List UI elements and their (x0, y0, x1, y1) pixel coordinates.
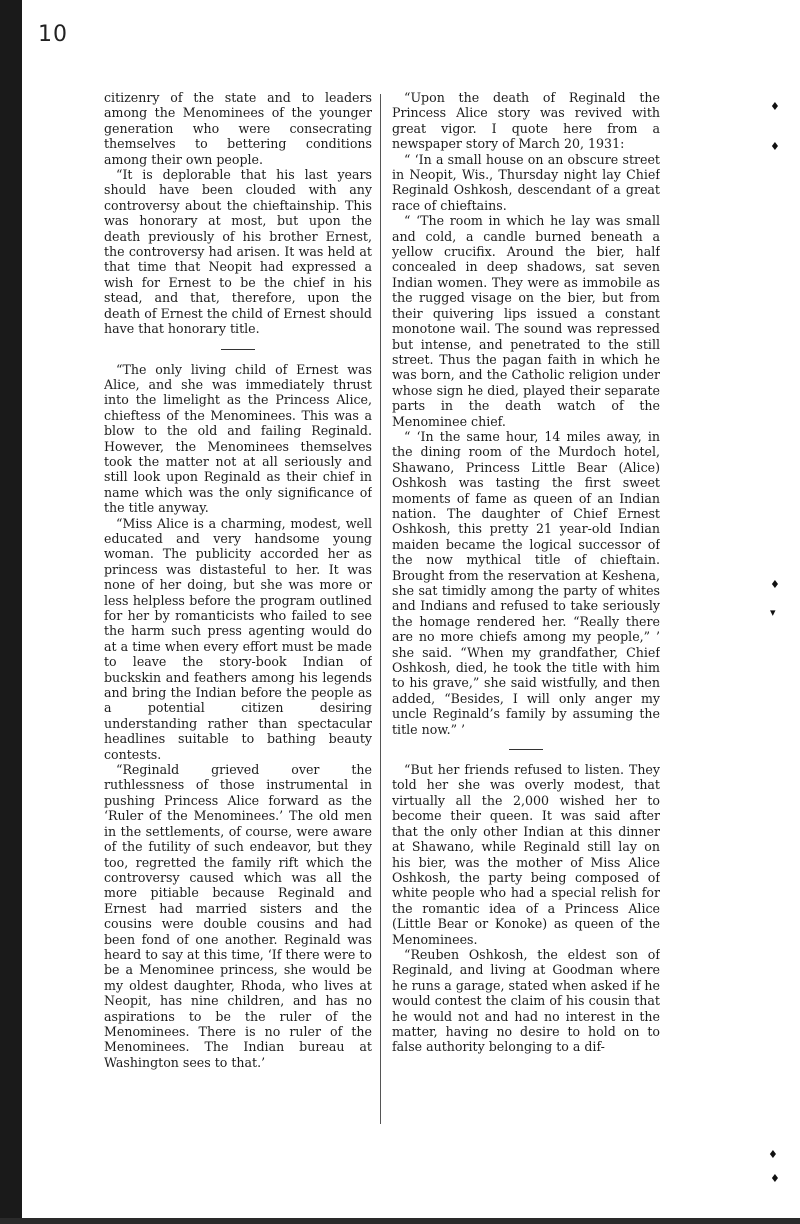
paragraph: “ ‘In the same hour, 14 miles away, in the dining room of the Murdoch hotel, Shawano, Princess Little Bear (Alice) Oshkosh was tasting the first sweet moments of fame as queen of an Indian nation. The daughter of Chief Ernest Oshkosh, this pretty 21 year-old Indian maiden became the logical successor of the now mythical title of chieftain. Brought from the reservation at Keshena, she sat timidly among the party of whites and Indians and refused to take seriously the homage rendered her. “Really there are no more chiefs among my people,” ’ she said. “When my grandfather, Chief Oshkosh, died, he took the title with him to his grave,” she said wistfully, and then added, “Besides, I will only anger my uncle Reginald’s family by assuming the title now.” ’ (392, 428, 660, 737)
paragraph: “ ‘The room in which he lay was small and cold, a candle burned beneath a yellow crucifix. Around the bier, half concealed in deep shadows, sat seven Indian women. They were as immobile as the rugged visage on the bier, but from their quivering lips issued a constant monotone wail. The sound was repressed but intense, and penetrated to the still street. Thus the pagan faith in which he was born, and the Catholic religion under whose sign he died, played their separate parts in the death watch of the Menominee chief. (392, 213, 660, 429)
page-number: 10 (38, 22, 68, 47)
paragraph: “ ‘In a small house on an obscure street in Neopit, Wis., Thursday night lay Chief Reginald Oshkosh, descendant of a great race of chieftains. (392, 151, 660, 213)
margin-mark: ♦ (768, 1148, 778, 1161)
paragraph: “It is deplorable that his last years should have been clouded with any controversy about the chieftainship. This was honorary at most, but upon the death previously of his brother Ernest, the controversy had arisen. It was held at that time that Neopit had expressed a wish for Ernest to be the chief in his stead, and that, therefore, upon the death of Ernest the child of Ernest should have that honorary title. (104, 167, 372, 337)
page-edge (0, 0, 22, 1224)
margin-mark: ♦ (770, 578, 780, 591)
paragraph: “The only living child of Ernest was Alice, and she was immediately thrust into the limelight as the Princess Alice, chieftess of the Menominees. This was a blow to the old and failing Reginald. However, the Menominees themselves took the matter not at all seriously and still look upon Reginald as their chief in name which was the only significance of the title anyway. (104, 361, 372, 516)
column-divider (380, 94, 381, 1124)
paragraph: citizenry of the state and to leaders among the Menominees of the younger generation who were consecrating themselves to bettering conditions among their own people. (104, 90, 372, 167)
margin-mark: ♦ (770, 100, 780, 113)
paragraph: “Reginald grieved over the ruthlessness of those instrumental in pushing Princess Alice forward as the ‘Ruler of the Menominees.’ The old men in the settlements, of course, were aware of the futility of such endeavor, but they too, regretted the family rift which the controversy caused which was all the more pitiable because Reginald and Ernest had married sisters and the cousins were double cousins and had been fond of one another. Reginald was heard to say at this time, ‘If there were to be a Menominee princess, she would be my oldest daughter, Rhoda, who lives at Neopit, has nine children, and has no aspirations to be the ruler of the Menominees. There is no ruler of the Menominees. The Indian bureau at Washington sees to that.’ (104, 762, 372, 1070)
margin-mark: ▾ (770, 606, 776, 619)
page-edge-bottom (0, 1218, 800, 1224)
margin-mark: ♦ (770, 1172, 780, 1185)
paragraph: “Reuben Oshkosh, the eldest son of Reginald, and living at Goodman where he runs a garage, stated when asked if he would contest the claim of his cousin that he would not and had no interest in the matter, having no desire to hold on to false authority belonging to a dif- (392, 946, 660, 1055)
newspaper-clipping (104, 90, 660, 1130)
section-divider (509, 749, 543, 750)
paragraph: “But her friends refused to listen. They told her she was overly modest, that virtually all the 2,000 wished her to become their queen. It was said after that the only other Indian at this dinner at Shawano, while Reginald still lay on his bier, was the mother of Miss Alice Oshkosh, the party being composed of white people who had a special relish for the romantic idea of a Princess Alice (Little Bear or Konoke) as queen of the Menominees. (392, 762, 660, 947)
right-column (392, 90, 660, 1130)
margin-mark: ♦ (770, 140, 780, 153)
paragraph: “Miss Alice is a charming, modest, well educated and very handsome young woman. The publicity accorded her as princess was distasteful to her. It was none of her doing, but she was more or less helpless before the program outlined for her by romanticists who failed to see the harm such press agenting would do at a time when every effort must be made to leave the story-book Indian of buckskin and feathers among his legends and bring the Indian before the people as a potential citizen desiring understanding rather than spectacular headlines suitable to bathing beauty contests. (104, 515, 372, 762)
left-column (104, 90, 372, 1130)
section-divider (221, 349, 255, 350)
paragraph: “Upon the death of Reginald the Princess Alice story was revived with great vigor. I quote here from a newspaper story of March 20, 1931: (392, 90, 660, 152)
